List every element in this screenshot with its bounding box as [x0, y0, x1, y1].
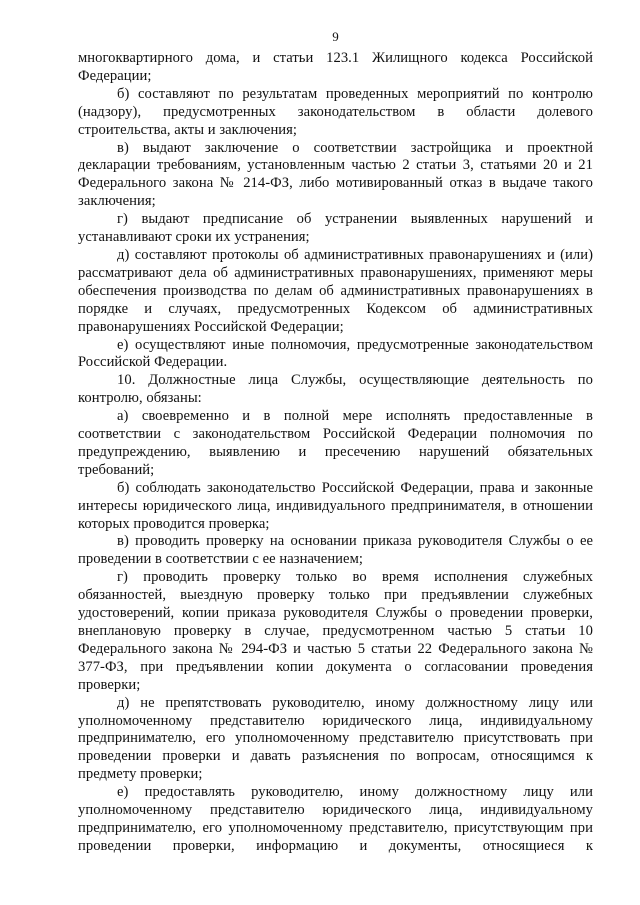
paragraph-a-perform: а) своевременно и в полной мере исполнять предоставленные в соответствии с законодательством Российской Федерации полномочия по предупреждению, выявлению и пресечению нарушений обязательных требований; [78, 408, 593, 478]
paragraph-b-observe: б) соблюдать законодательство Российской Федерации, права и законные интересы юридического лица, индивидуального предпринимателя, в отношении которых проводится проверка; [78, 479, 593, 532]
document-body [78, 50, 593, 856]
paragraph-10-duties: 10. Должностные лица Службы, осуществляющие деятельность по контролю, обязаны: [78, 372, 593, 407]
paragraph-v-conclusion: в) выдают заключение о соответствии застройщика и проектной декларации требованиям, установленным частью 2 статьи 3, статьями 20 и 21 Федерального закона № 214-ФЗ, либо мотивированный отказ в выдаче такого заключения; [78, 139, 593, 210]
paragraph-g-prescription: г) выдают предписание об устранении выявленных нарушений и устанавливают сроки их устранения; [78, 211, 593, 246]
paragraph-continuation: многоквартирного дома, и статьи 123.1 Жилищного кодекса Российской Федерации; [78, 50, 593, 84]
paragraph-v-order: в) проводить проверку на основании приказа руководителя Службы о ее проведении в соответствии с ее назначением; [78, 533, 593, 568]
paragraph-d-protocols: д) составляют протоколы об административных правонарушениях и (или) рассматривают дела об административных правонарушениях, применяют меры обеспечения производства по делам об административных правонарушениях в порядке и случаях, предусмотренных Кодексом об административных правонарушениях Российской Федерации; [78, 246, 593, 335]
paragraph-g-inspection: г) проводить проверку только во время исполнения служебных обязанностей, выездную проверку только при предъявлении служебных удостоверений, копии приказа руководителя Службы о проведении проверки, внеплановую проверку в случае, предусмотренном частью 5 статьи 10 Федерального закона № 294-ФЗ и частью 5 статьи 22 Федерального закона № 377-ФЗ, при предъявлении копии документа о согласовании проведения проверки; [78, 569, 593, 693]
paragraph-e-provide: е) предоставлять руководителю, иному должностному лицу или уполномоченному представителю юридического лица, индивидуальному предпринимателю, его уполномоченному представителю, присутствующим при проведении проверки, информацию и документы, относящиеся к [78, 784, 593, 854]
paragraph-e-other-powers: е) осуществляют иные полномочия, предусмотренные законодательством Российской Федерации. [78, 336, 593, 371]
page-number: 9 [332, 29, 339, 44]
paragraph-d-not-prevent: д) не препятствовать руководителю, иному должностному лицу или уполномоченному представителю юридического лица, индивидуальному предпринимателю, его уполномоченному представителю присутствовать при проведении проверки и давать разъяснения по вопросам, относящимся к предмету проверки; [78, 694, 593, 783]
paragraph-b-acts: б) составляют по результатам проведенных мероприятий по контролю (надзору), предусмотренных законодательством в области долевого строительства, акты и заключения; [78, 85, 593, 138]
